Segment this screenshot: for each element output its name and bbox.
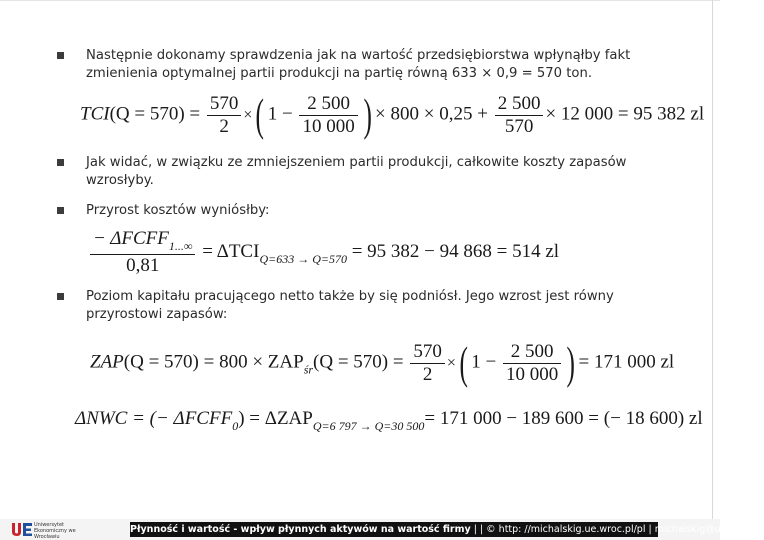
footer-bar [130,522,764,537]
frame-right-line [712,0,713,520]
bullet-marker [57,52,64,59]
fraction: $\frac{570}{2}$ [410,341,445,386]
fraction: $\frac{- \Delta FCFF_{1...\infty}}{0,81}$ [90,228,195,277]
equation-delta-nwc: ΔNWC = (− $\Delta FCFF_0) = \Delta ZAP_{Q=6 797 \to Q=30 500}= 171$ 000 − 189 600 = (− 18 600) zl [75,408,703,433]
university-logo-icon [10,521,34,538]
fraction: $\frac{2 500}{570}$ [495,93,544,138]
paren-close: ) [566,337,576,388]
bullet-text: Jak widać, w związku ze zmniejszeniem partii produkcji, całkowite koszty zapasów wzrosłyby. [86,155,627,188]
frame-top-line [0,0,720,1]
footer-links[interactable]: | | © http: //michalskig.ue.wroc.pl/pl | michalskig@ue.wroc.pl [470,524,764,535]
bullet-marker [57,159,64,166]
eq-arg: (Q = 570) = [109,103,201,125]
fraction: $\frac{2 500}{10 000}$ [503,341,561,386]
bullet-text: Następnie dokonamy sprawdzenia jak na wartość przedsiębiorstwa wpłynąłby fakt zmienienia optymalnej partii produkcji na partię równą 633 × 0,9 = 570 ton. [86,48,631,81]
footer-title: Płynność i wartość - wpływ płynnych aktywów na wartość firmy [130,524,471,535]
equation-zap: $ZAP(Q = 570) = 800 \times ZAP_{śr}(Q = 570)$ = $\frac{570}{2}$ ×( 1 − $\frac{2 500}{10 000}$ ) = 171 000 zl [90,337,675,388]
fraction: $\frac{570}{2}$ [207,93,242,138]
fraction: $\frac{2 500}{10 000}$ [299,93,357,138]
bullet-text: Przyrost kosztów wyniósłby: [86,203,270,218]
logo-text: Uniwersytet Ekonomiczny we Wrocławiu [34,522,76,540]
bullet-marker [57,293,64,300]
equation-delta-tci: $\frac{- \Delta FCFF_{1...\infty}}{0,81}$ = $\Delta TCI_{Q=633 \to Q=570} = 95$ 382 − 94 868 = 514 zl [88,228,559,277]
bullet-marker [57,207,64,214]
bullet-text: Poziom kapitału pracującego netto także by się podniósł. Jego wzrost jest równy przyrostowi zapasów: [86,289,614,322]
paren-open: ( [255,89,265,140]
equation-tci: TCI(Q = 570) = $\frac{570}{2}$ ×( 1 − $\frac{2 500}{10 000}$ ) × 800 × 0,25 + $\frac{2 500}{570}$ × 12 000 = 95 382 zl [80,89,705,140]
eq-lhs: TCI [80,103,110,125]
paren-open: ( [459,337,468,388]
paren-close: ) [363,89,372,140]
